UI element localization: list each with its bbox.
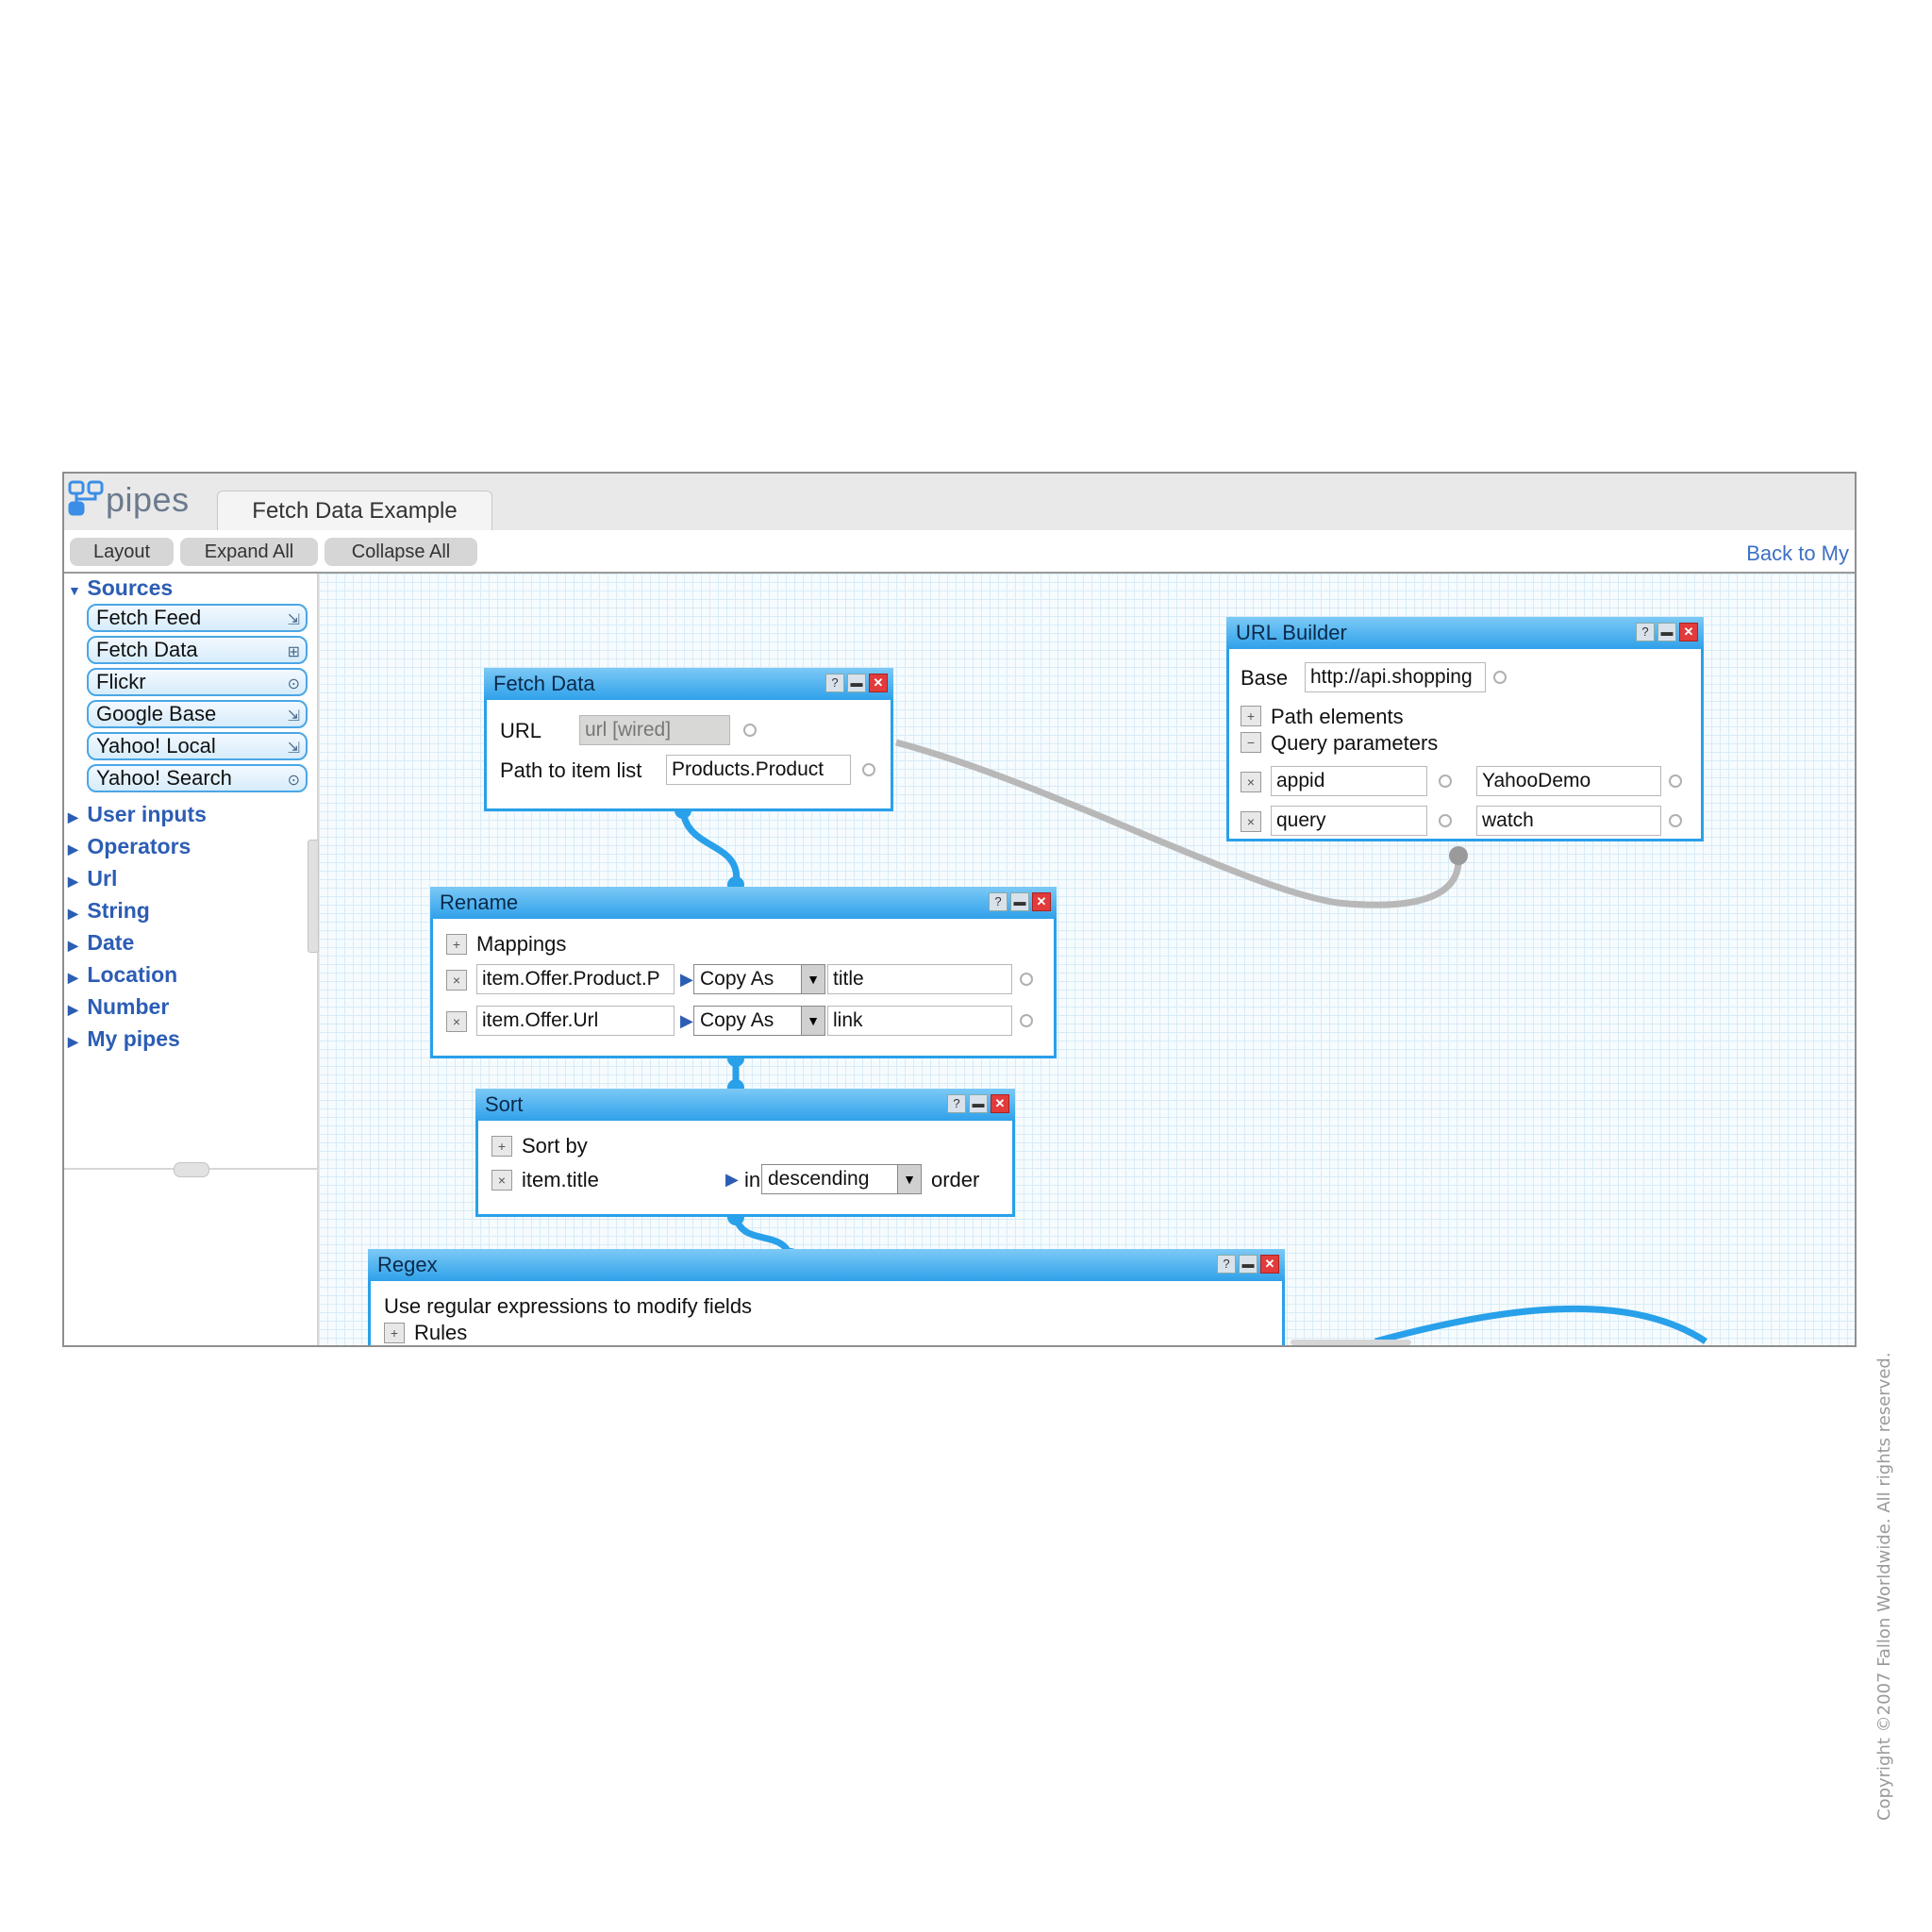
pipes-logo[interactable]: [68, 475, 190, 525]
collapse-all-button[interactable]: Collapse All: [325, 538, 477, 566]
mapping-terminal[interactable]: [1020, 1014, 1033, 1027]
tab-pipe-title[interactable]: Fetch Data Example: [217, 491, 492, 530]
sidebar-category-number[interactable]: [68, 992, 169, 1021]
close-icon[interactable]: ✕: [1679, 623, 1698, 641]
sidebar-item-fetch-data[interactable]: [87, 636, 308, 664]
path-elements-label: Path elements: [1271, 705, 1404, 728]
select-value: descending: [768, 1168, 870, 1190]
field-picker-icon[interactable]: ▶: [680, 1011, 693, 1030]
yahoo-icon: ⊙: [287, 773, 300, 789]
param-value-field[interactable]: YahooDemo: [1476, 766, 1661, 796]
top-bar: [64, 474, 1855, 531]
field-picker-icon[interactable]: ▶: [725, 1170, 739, 1189]
remove-param-icon[interactable]: ×: [1241, 811, 1261, 832]
category-label: Operators: [87, 834, 192, 858]
caret-right-icon: ▶: [68, 809, 78, 824]
sidebar-resize-grip[interactable]: [174, 1162, 209, 1177]
select-value: Copy As: [700, 968, 774, 990]
param-value-terminal[interactable]: [1669, 814, 1682, 827]
param-value-field[interactable]: watch: [1476, 806, 1661, 836]
logo-text: pipes: [106, 480, 190, 519]
mappings-label: Mappings: [476, 932, 567, 956]
minimize-icon[interactable]: ▬: [1657, 623, 1676, 641]
module-regex[interactable]: [368, 1249, 1285, 1345]
category-label: Url: [87, 866, 118, 891]
mapping-terminal[interactable]: [1020, 973, 1033, 986]
rules-label: Rules: [414, 1321, 468, 1344]
module-url-builder[interactable]: [1226, 617, 1704, 841]
path-elements-toggle[interactable]: +: [1241, 706, 1261, 726]
caret-right-icon: ▶: [68, 1034, 78, 1049]
mapping-target-field[interactable]: title: [827, 964, 1012, 994]
url-field: url [wired]: [579, 715, 730, 745]
add-mapping-icon[interactable]: +: [446, 934, 467, 955]
sort-order-select[interactable]: [761, 1164, 922, 1194]
module-header[interactable]: [368, 1249, 1285, 1281]
module-title: Sort: [485, 1092, 524, 1116]
pipes-editor-window: [62, 472, 1857, 1347]
canvas-horizontal-scrollbar[interactable]: [1291, 1340, 1411, 1345]
remove-param-icon[interactable]: ×: [1241, 772, 1261, 792]
module-header[interactable]: [1226, 617, 1704, 649]
dropdown-arrow-icon: ▼: [801, 965, 824, 993]
query-params-toggle[interactable]: −: [1241, 732, 1261, 753]
data-icon: ⊞: [287, 644, 300, 660]
category-label: String: [87, 898, 150, 923]
module-title: Fetch Data: [493, 672, 595, 695]
add-sort-key-icon[interactable]: +: [491, 1136, 512, 1157]
sidebar-category-url[interactable]: [68, 864, 117, 892]
back-to-my-pipes-link[interactable]: Back to My: [1746, 541, 1849, 565]
module-library-sidebar: [64, 574, 319, 1345]
help-icon[interactable]: ?: [989, 892, 1008, 911]
param-key-field[interactable]: query: [1271, 806, 1427, 836]
caret-right-icon: ▶: [68, 938, 78, 953]
module-header[interactable]: [430, 887, 1057, 919]
path-input-terminal[interactable]: [862, 763, 875, 776]
flickr-icon: ⊙: [287, 676, 300, 692]
category-label: My pipes: [87, 1026, 180, 1051]
module-title: URL Builder: [1236, 621, 1347, 644]
caret-down-icon: ▼: [68, 583, 81, 598]
base-input-terminal[interactable]: [1493, 671, 1507, 684]
minimize-icon[interactable]: ▬: [847, 674, 866, 692]
remove-sort-key-icon[interactable]: ×: [491, 1170, 512, 1191]
url-label: URL: [500, 719, 542, 742]
layout-button[interactable]: Layout: [70, 538, 174, 566]
path-label: Path to item list: [500, 758, 642, 782]
toolbar: [64, 530, 1855, 574]
help-icon[interactable]: ?: [1217, 1255, 1236, 1274]
close-icon[interactable]: ✕: [869, 674, 888, 692]
sidebar-item-google-base[interactable]: [87, 700, 308, 728]
sidebar-category-date[interactable]: [68, 928, 134, 957]
sidebar-category-sources[interactable]: [68, 574, 173, 602]
module-sort[interactable]: [475, 1089, 1015, 1217]
module-fetch-data[interactable]: [484, 668, 893, 811]
close-icon[interactable]: ✕: [1032, 892, 1051, 911]
sidebar-item-fetch-feed[interactable]: [87, 604, 308, 632]
rss-icon: ⇲: [287, 612, 300, 628]
module-rename[interactable]: [430, 887, 1057, 1058]
add-rule-icon[interactable]: +: [384, 1323, 405, 1343]
param-key-terminal[interactable]: [1439, 774, 1452, 788]
caret-right-icon: ▶: [68, 1002, 78, 1017]
category-label: Number: [87, 994, 170, 1019]
caret-right-icon: ▶: [68, 841, 78, 857]
module-header[interactable]: [484, 668, 893, 700]
close-icon[interactable]: ✕: [991, 1094, 1009, 1113]
sidebar-category-string[interactable]: [68, 896, 150, 924]
caret-right-icon: ▶: [68, 970, 78, 985]
category-label: Location: [87, 962, 178, 987]
param-key-field[interactable]: appid: [1271, 766, 1427, 796]
dropdown-arrow-icon: ▼: [801, 1007, 824, 1035]
minimize-icon[interactable]: ▬: [1010, 892, 1029, 911]
help-icon[interactable]: ?: [947, 1094, 966, 1113]
item-label: Yahoo! Search: [96, 766, 232, 790]
query-params-label: Query parameters: [1271, 731, 1439, 755]
path-field[interactable]: Products.Product: [666, 755, 851, 785]
help-icon[interactable]: ?: [1636, 623, 1655, 641]
sidebar-category-location[interactable]: [68, 960, 177, 989]
remove-mapping-icon[interactable]: ×: [446, 970, 467, 991]
dropdown-arrow-icon: ▼: [897, 1165, 921, 1193]
base-url-field[interactable]: http://api.shopping: [1305, 662, 1486, 692]
expand-all-button[interactable]: Expand All: [180, 538, 318, 566]
sidebar-category-operators[interactable]: [68, 832, 191, 860]
select-value: Copy As: [700, 1009, 774, 1031]
minimize-icon[interactable]: ▬: [969, 1094, 988, 1113]
in-label: in: [744, 1168, 761, 1191]
mapping-target-field[interactable]: link: [827, 1006, 1012, 1036]
field-picker-icon[interactable]: ▶: [680, 970, 693, 989]
order-suffix-label: order: [931, 1168, 980, 1191]
mapping-source-field[interactable]: item.Offer.Url: [476, 1006, 675, 1036]
module-title: Regex: [377, 1253, 438, 1276]
sidebar-category-user-inputs[interactable]: [68, 800, 207, 828]
caret-right-icon: ▶: [68, 874, 78, 889]
category-label: Date: [87, 930, 135, 955]
remove-mapping-icon[interactable]: ×: [446, 1011, 467, 1032]
sidebar-item-yahoo-local[interactable]: [87, 732, 308, 760]
help-icon[interactable]: ?: [825, 674, 844, 692]
mapping-source-field[interactable]: item.Offer.Product.P: [476, 964, 675, 994]
google-icon: ⇲: [287, 708, 300, 724]
mapping-op-select[interactable]: [693, 1006, 825, 1036]
item-label: Fetch Data: [96, 638, 198, 661]
close-icon[interactable]: ✕: [1260, 1255, 1279, 1274]
pipes-logo-icon: [68, 478, 104, 522]
sidebar-category-my-pipes[interactable]: [68, 1024, 180, 1053]
module-title: Rename: [440, 891, 519, 914]
item-label: Yahoo! Local: [96, 734, 216, 758]
item-label: Fetch Feed: [96, 606, 202, 629]
item-label: Flickr: [96, 670, 146, 693]
mapping-op-select[interactable]: [693, 964, 825, 994]
caret-right-icon: ▶: [68, 906, 78, 921]
param-value-terminal[interactable]: [1669, 774, 1682, 788]
sidebar-splitter-handle[interactable]: [308, 840, 319, 953]
module-header[interactable]: [475, 1089, 1015, 1121]
base-label: Base: [1241, 666, 1289, 690]
regex-description: Use regular expressions to modify fields: [384, 1294, 753, 1318]
sort-field-value[interactable]: item.title: [522, 1168, 599, 1191]
param-key-terminal[interactable]: [1439, 814, 1452, 827]
yahoo-icon: ⇲: [287, 741, 300, 757]
sidebar-item-flickr[interactable]: [87, 668, 308, 696]
sort-by-label: Sort by: [522, 1134, 588, 1158]
copyright-notice: Copyright ©2007 Fallon Worldwide. All rights reserved.: [1874, 1352, 1894, 1821]
category-label: Sources: [87, 575, 174, 600]
url-input-terminal[interactable]: [743, 724, 757, 737]
sidebar-item-yahoo-search[interactable]: [87, 764, 308, 792]
minimize-icon[interactable]: ▬: [1239, 1255, 1257, 1274]
category-label: User inputs: [87, 802, 207, 826]
item-label: Google Base: [96, 702, 217, 725]
